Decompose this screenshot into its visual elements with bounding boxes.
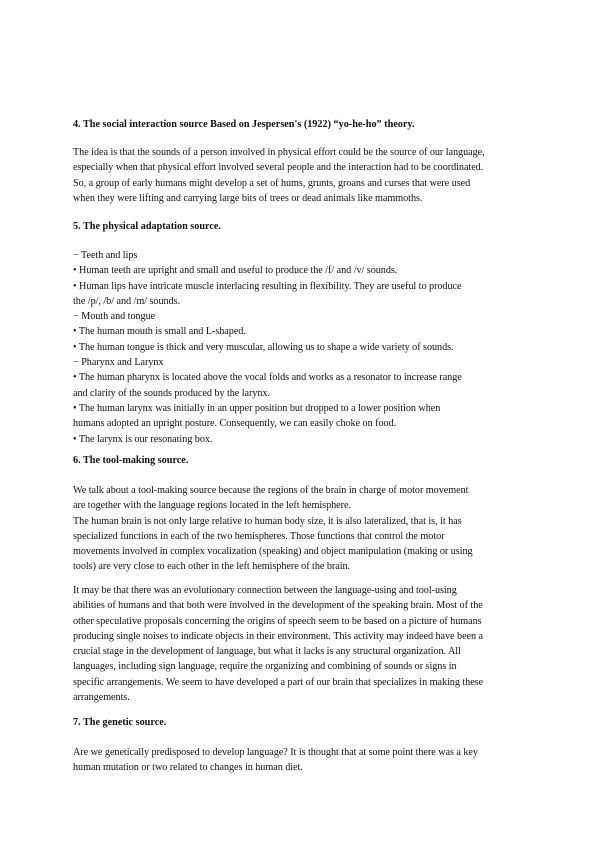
text-line: tools) are very close to each other in the left hemisphere of the brain. [73, 561, 351, 573]
text-line: The human brain is not only large relative to human body size, it is also lateralized, that is, it has [73, 515, 462, 527]
text-line: languages, including sign language, require the organizing and combining of sounds or signs in [73, 661, 457, 673]
section-7-paragraph-1 [73, 745, 543, 776]
section-7-heading: 7. The genetic source. [73, 717, 167, 728]
text-line: abilities of humans and that both were involved in the development of the speaking brain. Most of the [73, 600, 483, 612]
section-5-heading: 5. The physical adaptation source. [73, 221, 221, 232]
section-6-paragraph-1 [73, 483, 543, 575]
text-line: human mutation or two related to changes in human diet. [73, 762, 303, 774]
text-line: especially when that physical effort involved several people and the interaction had to be coordinated. [73, 162, 484, 174]
section-6-heading: 6. The tool-making source. [73, 455, 189, 466]
list-item: • The human larynx was initially in an upper position but dropped to a lower position when [73, 402, 441, 414]
list-item: • Human lips have intricate muscle interlacing resulting in flexibility. They are useful to produce [73, 280, 462, 292]
text-line: specific arrangements. We seem to have developed a part of our brain that specializes in making these [73, 676, 484, 688]
text-line: when they were lifting and carrying large bits of trees or dead animals like mammoths. [73, 192, 423, 204]
section-5-list [73, 248, 543, 447]
list-subheading: − Pharynx and Larynx [73, 357, 164, 369]
list-item-continuation: humans adopted an upright posture. Consequently, we can easily choke on food. [73, 418, 397, 430]
text-line: other speculative proposals concerning the origins of speech seem to be based on a picture of humans [73, 615, 482, 627]
text-line: specialized functions in each of the two hemispheres. Those functions that control the motor [73, 530, 445, 542]
list-subheading: − Teeth and lips [73, 250, 138, 261]
text-line: We talk about a tool-making source because the regions of the brain in charge of motor movement [73, 485, 469, 496]
list-item: • The human mouth is small and L-shaped. [73, 326, 246, 338]
list-item: • The human pharynx is located above the vocal folds and works as a resonator to increase range [73, 372, 462, 384]
text-line: Are we genetically predisposed to develop language? It is thought that at some point there was a key [73, 747, 478, 758]
text-line: movements involved in complex vocalization (speaking) and object manipulation (making or using [73, 546, 473, 558]
text-line: It may be that there was an evolutionary connection between the language-using and tool-using [73, 585, 457, 596]
text-line: So, a group of early humans might develop a set of hums, grunts, groans and curses that were used [73, 177, 471, 189]
section-4-heading: 4. The social interaction source Based on Jespersen's (1922) “yo-he-ho” theory. [73, 119, 415, 130]
list-item-continuation: and clarity of the sounds produced by the larynx. [73, 387, 271, 399]
section-6-paragraph-2 [73, 583, 543, 705]
text-line: arrangements. [73, 692, 130, 704]
text-line: crucial stage in the development of language, but what it lacks is any structural organization. All [73, 646, 461, 658]
list-item: • The larynx is our resonating box. [73, 433, 213, 445]
section-4-paragraph-1 [73, 145, 543, 206]
text-line: The idea is that the sounds of a person involved in physical effort could be the source of our language, [73, 147, 485, 158]
list-item-continuation: the /p/, /b/ and /m/ sounds. [73, 295, 180, 307]
text-line: producing single noises to indicate objects in their environment. This activity may indeed have been a [73, 630, 484, 642]
list-item: • The human tongue is thick and very muscular, allowing us to shape a wide variety of sounds. [73, 341, 454, 353]
list-subheading: − Mouth and tongue [73, 311, 156, 323]
list-item: • Human teeth are upright and small and useful to produce the /f/ and /v/ sounds. [73, 265, 398, 277]
text-line: are together with the language regions located in the left hemisphere. [73, 500, 351, 512]
